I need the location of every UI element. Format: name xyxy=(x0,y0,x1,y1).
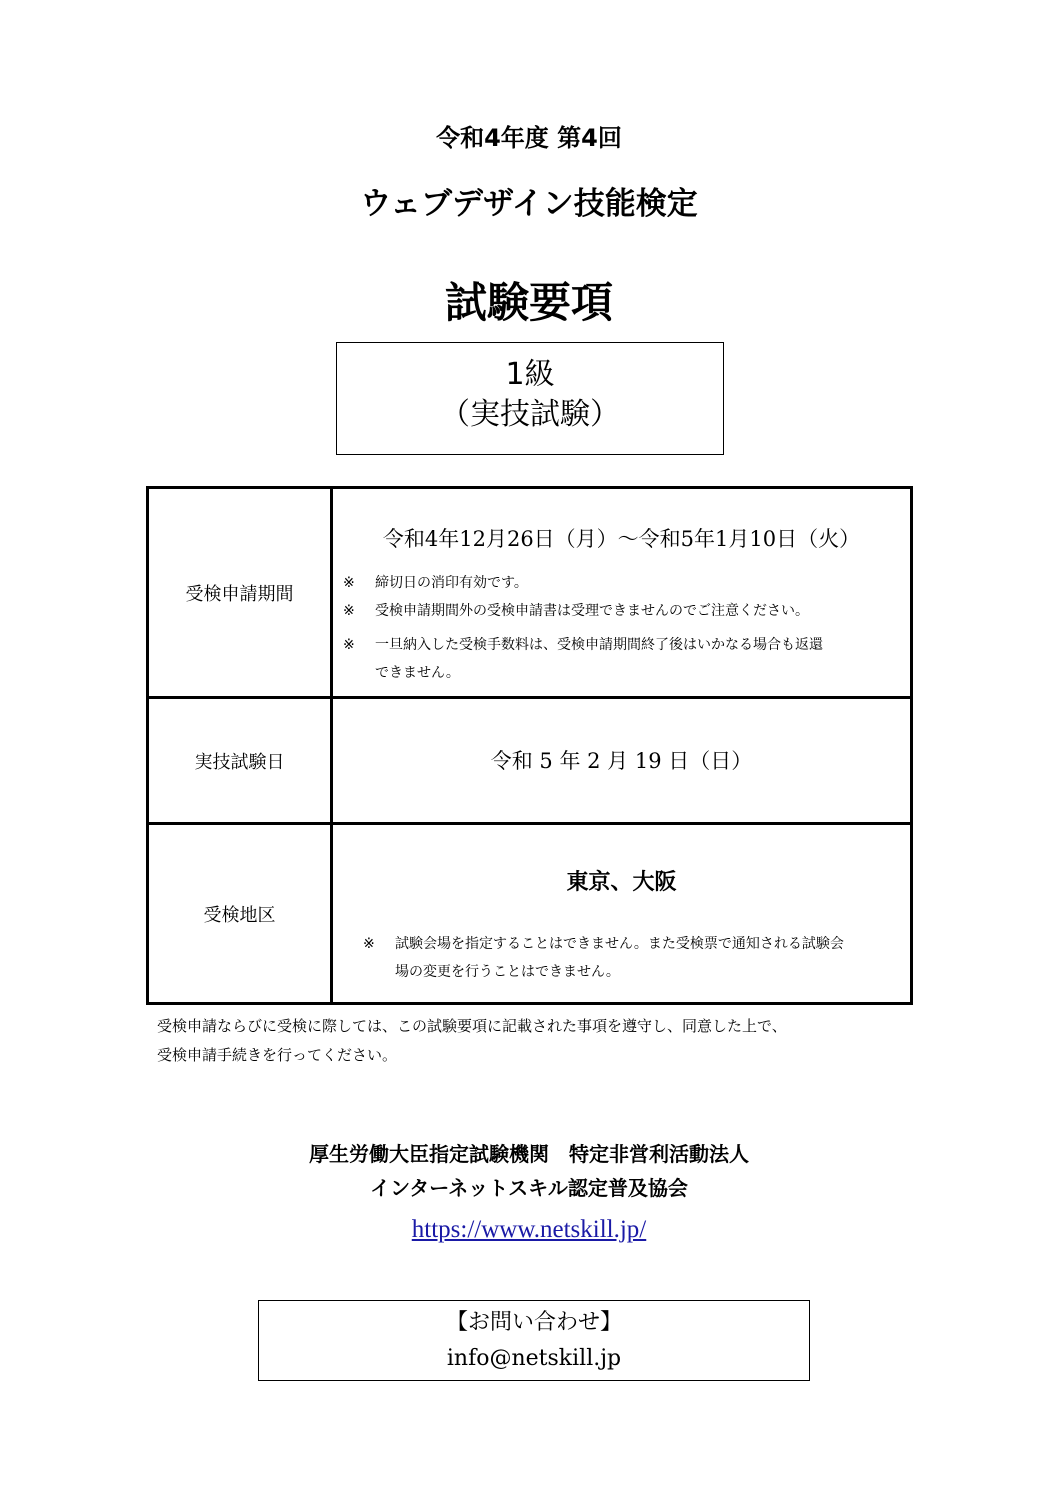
agreement-text xyxy=(157,1012,917,1070)
exam-type-label: （実技試験） xyxy=(440,397,620,432)
note-continuation: 場の変更を行うことはできません。 xyxy=(395,964,620,980)
practical-exam-date-label: 実技試験日 xyxy=(149,699,333,822)
location-note xyxy=(363,930,844,986)
fiscal-year-round: 令和4年度 第4回 xyxy=(436,124,622,152)
agreement-line-2: 受検申請手続きを行ってください。 xyxy=(157,1046,398,1064)
schedule-table xyxy=(146,486,913,1005)
practical-exam-date-value: 令和 5 年 2 月 19 日（日） xyxy=(490,749,753,773)
table-row-exam-location xyxy=(149,825,910,1002)
application-note-2 xyxy=(343,597,809,625)
note-mark: ※ xyxy=(343,637,355,653)
contact-email[interactable]: info@netskill.jp xyxy=(446,1346,622,1371)
practical-exam-date-cell xyxy=(333,699,910,822)
application-note-3 xyxy=(343,631,823,687)
note-text: 試験会場を指定することはできません。また受検票で通知される試験会 xyxy=(395,936,844,952)
exam-name: ウェブデザイン技能検定 xyxy=(360,186,698,222)
website-link[interactable]: https://www.netskill.jp/ xyxy=(411,1216,647,1243)
agreement-line-1: 受検申請ならびに受検に際しては、この試験要項に記載された事項を遵守し、同意した上で、 xyxy=(157,1017,787,1035)
organization-designation: 厚生労働大臣指定試験機関 特定非営利活動法人 xyxy=(309,1142,749,1166)
table-row-practical-exam-date xyxy=(149,699,910,825)
exam-location-label: 受検地区 xyxy=(149,825,333,1002)
grade-label: 1級 xyxy=(505,357,555,392)
note-mark: ※ xyxy=(343,603,355,619)
exam-location-cell xyxy=(333,825,910,1002)
application-period-value: 令和4年12月26日（月）～令和5年1月10日（火） xyxy=(382,527,861,551)
note-mark: ※ xyxy=(343,575,355,591)
table-row-application-period xyxy=(149,489,910,699)
contact-box xyxy=(258,1300,810,1381)
contact-heading: 【お問い合わせ】 xyxy=(445,1310,622,1335)
note-text: 締切日の消印有効です。 xyxy=(375,575,528,591)
note-mark: ※ xyxy=(363,936,375,952)
application-period-label: 受検申請期間 xyxy=(149,489,333,696)
document-title: 試験要項 xyxy=(444,278,613,327)
organization-name: インターネットスキル認定普及協会 xyxy=(370,1176,688,1200)
exam-location-value: 東京、大阪 xyxy=(566,870,677,895)
grade-box xyxy=(336,342,724,455)
note-continuation: できません。 xyxy=(375,665,460,681)
application-period-cell xyxy=(333,489,910,696)
note-text: 受検申請期間外の受検申請書は受理できませんのでご注意ください。 xyxy=(375,603,809,619)
note-text: 一旦納入した受検手数料は、受検申請期間終了後はいかなる場合も返還 xyxy=(375,637,823,653)
application-note-1 xyxy=(343,569,528,597)
